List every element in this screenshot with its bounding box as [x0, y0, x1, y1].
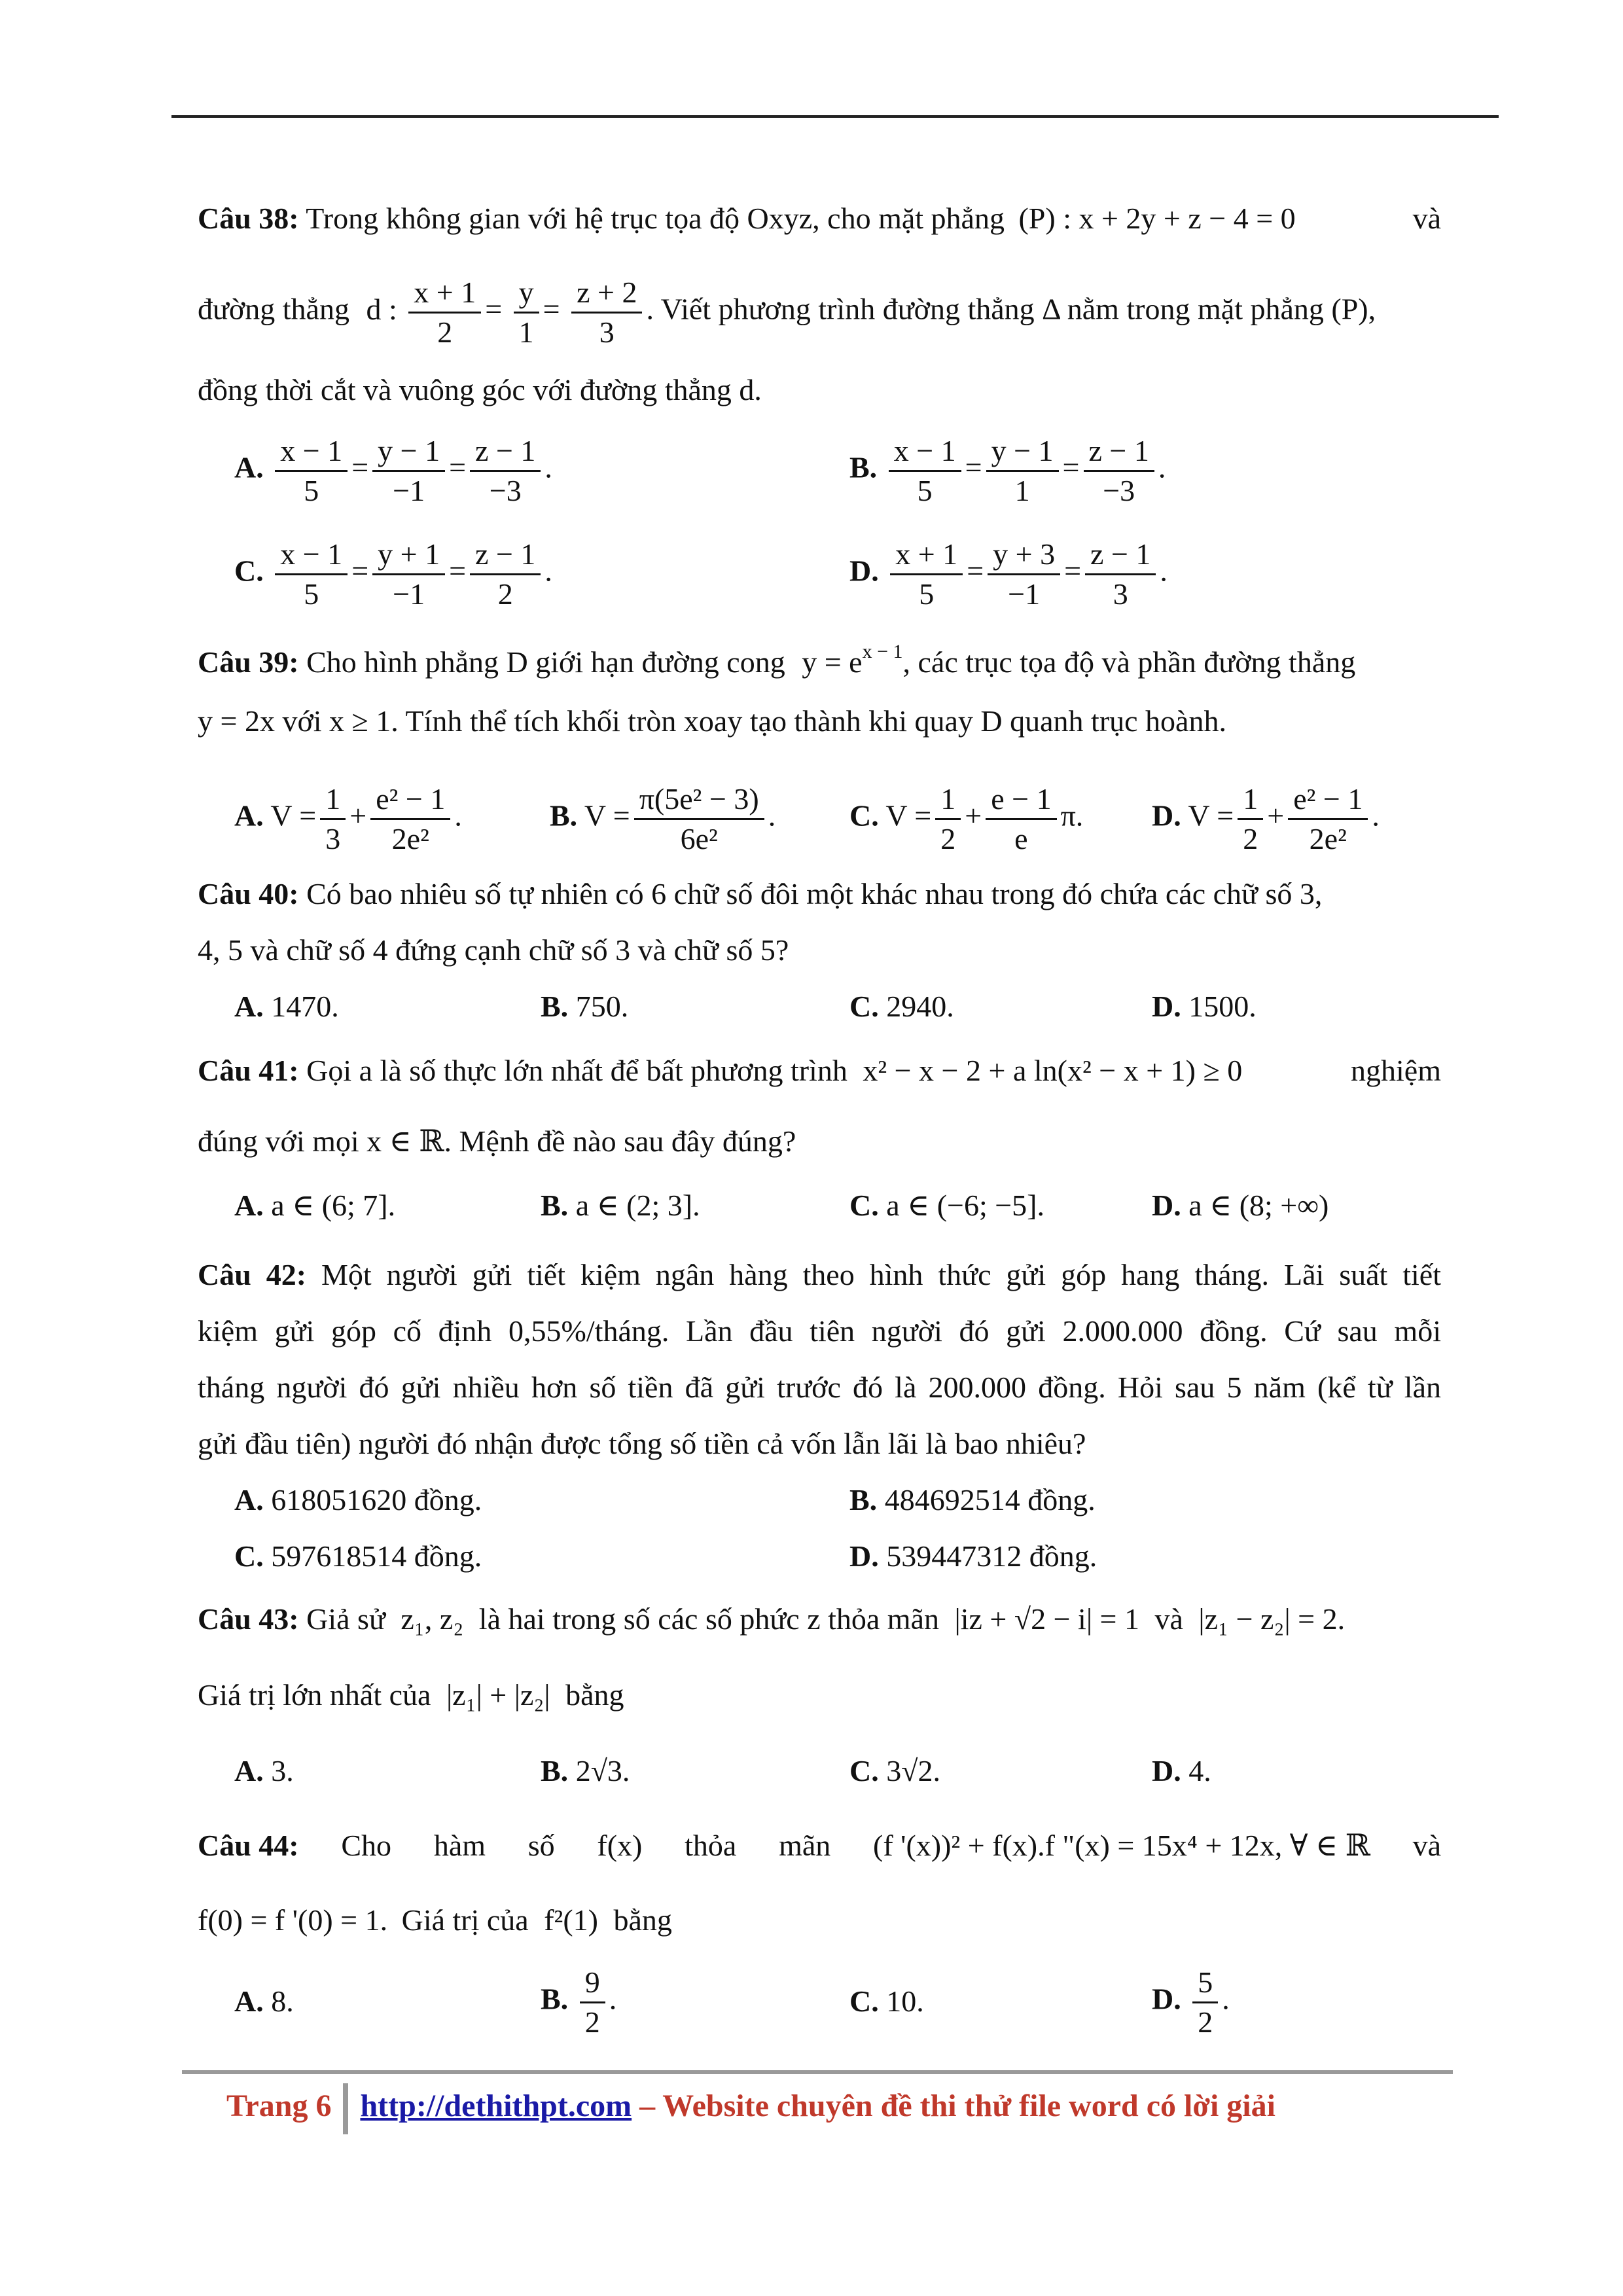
q44-text3: bằng: [613, 1903, 672, 1937]
q44-equation: (f '(x))² + f(x).f "(x) = 15x⁴ + 12x, ∀ ∈ ℝ: [873, 1829, 1370, 1862]
q44-text2: Giá trị của: [401, 1903, 529, 1937]
q38-text4: đồng thời cắt và vuông góc với đường thẳng d.: [198, 373, 762, 406]
q38-option-b[interactable]: B. $\frac{x - 1}{5}$ = $\frac{y - 1}{1}$ = $\frac{z - 1}{-3}$ .: [849, 432, 1166, 509]
q44-word-so: số: [527, 1829, 555, 1862]
q43-line1: [198, 1601, 1441, 1637]
q43-vars: z₁, z₂: [401, 1602, 464, 1636]
q39-option-a[interactable]: A. V = $\frac{1}{3}$ + $\frac{\text{e² − 1}}{\text{2e²}}$ .: [234, 780, 462, 857]
q38-line-d-prefix: d :: [366, 292, 397, 326]
q43-text2: là hai trong số các số phức z thỏa mãn: [478, 1602, 940, 1636]
q44-option-b[interactable]: B. $\frac{9}{2}$ .: [541, 1964, 616, 2041]
q42-text2: kiệm gửi góp cố định 0,55%/tháng. Lần đầu tiên người đó gửi 2.000.000 đồng. Cứ sau mỗi: [198, 1314, 1441, 1348]
q40-option-b[interactable]: B. 750.: [541, 990, 629, 1023]
q38-text1: Trong không gian với hệ trục tọa độ Oxyz, cho mặt phẳng: [306, 202, 1005, 235]
q38-option-c[interactable]: C. $\frac{x - 1}{5}$ = $\frac{y + 1}{-1}$ = $\frac{z - 1}{2}$ .: [234, 535, 552, 613]
q40-line2: [198, 932, 1441, 968]
q43-label: Câu 43:: [198, 1602, 299, 1636]
q41-option-d[interactable]: D. a ∈ (8; +∞): [1152, 1189, 1329, 1222]
top-rule: [171, 115, 1499, 118]
q42-text4: gửi đầu tiên) người đó nhận được tổng số tiền cả vốn lẫn lãi là bao nhiêu?: [198, 1427, 1086, 1460]
q41-line2: [198, 1123, 1441, 1159]
q39-text2: , các trục tọa độ và phần đường thẳng: [902, 645, 1356, 679]
q39-line2-text: y = 2x với x ≥ 1. Tính thể tích khối tròn xoay tạo thành khi quay D quanh trục hoành.: [198, 704, 1226, 738]
q44-cond: f(0) = f '(0) = 1.: [198, 1903, 388, 1937]
q43-cond1: |iz + √2 − i| = 1: [954, 1602, 1139, 1636]
q43-and: và: [1154, 1602, 1183, 1636]
q43-text1: Giả sử: [306, 1602, 385, 1636]
q38-label: Câu 38:: [198, 202, 299, 235]
q43-cond2: |z₁ − z₂| = 2.: [1198, 1602, 1346, 1636]
q44-word-man: mãn: [779, 1829, 831, 1862]
q42-option-b[interactable]: B. 484692514 đồng.: [849, 1483, 1096, 1516]
q43-option-a[interactable]: A. 3.: [234, 1754, 294, 1787]
q42-line2: [198, 1313, 1441, 1349]
q42-text3: tháng người đó gửi nhiều hơn số tiền đã gửi trước đó là 200.000 đồng. Hỏi sau 5 năm (kể từ lần: [198, 1371, 1441, 1404]
q43-expr: |z₁| + |z₂|: [446, 1678, 550, 1712]
q40-option-d[interactable]: D. 1500.: [1152, 990, 1257, 1023]
q38-line1: [198, 200, 1441, 236]
q42-label: Câu 42:: [198, 1258, 307, 1291]
q42-option-c[interactable]: C. 597618514 đồng.: [234, 1539, 482, 1573]
q38-text3: . Viết phương trình đường thẳng Δ nằm trong mặt phẳng (P),: [646, 292, 1376, 326]
q44-line2: [198, 1902, 1441, 1938]
footer-rule: [182, 2070, 1453, 2074]
q41-text3: đúng với mọi x ∈ ℝ. Mệnh đề nào sau đây đúng?: [198, 1124, 796, 1158]
q40-line1: [198, 876, 1441, 912]
q44-and: và: [1412, 1829, 1441, 1862]
q42-text1: Một người gửi tiết kiệm ngân hàng theo hình thức gửi góp hang tháng. Lãi suất tiết: [321, 1258, 1442, 1291]
page-number: Trang 6: [226, 2089, 332, 2124]
footer-link[interactable]: http://dethithpt.com: [360, 2089, 632, 2124]
q42-line1: [198, 1257, 1441, 1293]
q44-label: Câu 44:: [198, 1829, 299, 1862]
q39-text1: Cho hình phẳng D giới hạn đường cong: [306, 645, 785, 679]
q38-line2: đường thẳng d : $\frac{x + 1}{2}$ = $\frac{y}{1}$ = $\frac{z + 2}{3}$ . Viết phương trình đường thẳng Δ nằm trong mặt phẳng (P),: [198, 274, 1441, 351]
q40-option-a[interactable]: A. 1470.: [234, 990, 339, 1023]
q43-option-d[interactable]: D. 4.: [1152, 1754, 1211, 1787]
q38-frac1: $\frac{x + 1}{2}$: [408, 274, 481, 351]
q41-option-c[interactable]: C. a ∈ (−6; −5].: [849, 1189, 1045, 1222]
q38-text2: đường thẳng: [198, 292, 349, 326]
q41-text2: nghiệm: [1351, 1054, 1441, 1087]
page-footer: [226, 2083, 1275, 2134]
q44-option-d[interactable]: D. $\frac{5}{2}$ .: [1152, 1964, 1230, 2041]
q44-expr: f²(1): [544, 1903, 598, 1937]
q44-line1: [198, 1827, 1441, 1863]
q38-line3: [198, 372, 1441, 408]
q39-option-b[interactable]: B. V = $\frac{\text{π(5e² − 3)}}{\text{6e²}}$ .: [550, 780, 776, 857]
q39-line1: [198, 640, 1441, 680]
q41-option-b[interactable]: B. a ∈ (2; 3].: [541, 1189, 700, 1222]
q44-option-c[interactable]: C. 10.: [849, 1984, 924, 2018]
q43-line2: [198, 1677, 1441, 1713]
q41-inequality: x² − x − 2 + a ln(x² − x + 1) ≥ 0: [863, 1054, 1243, 1087]
footer-tagline: – Website chuyên đề thi thử file word có lời giải: [639, 2089, 1275, 2124]
q44-word-cho: Cho: [341, 1829, 392, 1862]
q42-option-d[interactable]: D. 539447312 đồng.: [849, 1539, 1097, 1573]
q38-option-d[interactable]: D. $\frac{x + 1}{5}$ = $\frac{y + 3}{-1}$ = $\frac{z - 1}{3}$ .: [849, 535, 1168, 613]
q38-frac3: $\frac{z + 2}{3}$: [571, 274, 642, 351]
q38-plane: (P) : x + 2y + z − 4 = 0: [1018, 202, 1296, 235]
footer-separator: [343, 2083, 348, 2134]
q41-text1: Gọi a là số thực lớn nhất để bất phương trình: [306, 1054, 847, 1087]
q42-line4: [198, 1426, 1441, 1462]
q43-option-b[interactable]: B. 2√3.: [541, 1754, 630, 1787]
q40-text1: Có bao nhiêu số tự nhiên có 6 chữ số đôi một khác nhau trong đó chứa các chữ số 3,: [306, 877, 1323, 910]
q44-option-a[interactable]: A. 8.: [234, 1984, 294, 2018]
q42-option-a[interactable]: A. 618051620 đồng.: [234, 1483, 482, 1516]
q44-word-thoa: thỏa: [685, 1829, 737, 1862]
q39-option-c[interactable]: C. V = $\frac{1}{2}$ + $\frac{e - 1}{e}$ π.: [849, 780, 1083, 857]
q38-and: và: [1412, 202, 1441, 235]
q41-line1: [198, 1052, 1441, 1088]
q40-label: Câu 40:: [198, 877, 299, 910]
q38-frac2: $\frac{y}{1}$: [514, 274, 539, 351]
q43-text3: Giá trị lớn nhất của: [198, 1678, 431, 1712]
q40-option-c[interactable]: C. 2940.: [849, 990, 954, 1023]
q43-option-c[interactable]: C. 3√2.: [849, 1754, 940, 1787]
q44-fx: f(x): [597, 1829, 643, 1862]
q38-option-a[interactable]: A. $\frac{x - 1}{5}$ = $\frac{y - 1}{-1}$ = $\frac{z - 1}{-3}$ .: [234, 432, 552, 509]
q41-option-a[interactable]: A. a ∈ (6; 7].: [234, 1189, 396, 1222]
q42-line3: [198, 1369, 1441, 1405]
q43-text4: bằng: [565, 1678, 624, 1712]
q41-label: Câu 41:: [198, 1054, 299, 1087]
q39-label: Câu 39:: [198, 645, 299, 679]
q44-word-ham: hàm: [433, 1829, 486, 1862]
q39-line2: [198, 703, 1441, 739]
q40-text2: 4, 5 và chữ số 4 đứng cạnh chữ số 3 và chữ số 5?: [198, 933, 789, 967]
q39-curve: $y = e^{x - 1}$: [802, 641, 903, 679]
q39-option-d[interactable]: D. V = $\frac{1}{2}$ + $\frac{\text{e² − 1}}{\text{2e²}}$ .: [1152, 780, 1380, 857]
